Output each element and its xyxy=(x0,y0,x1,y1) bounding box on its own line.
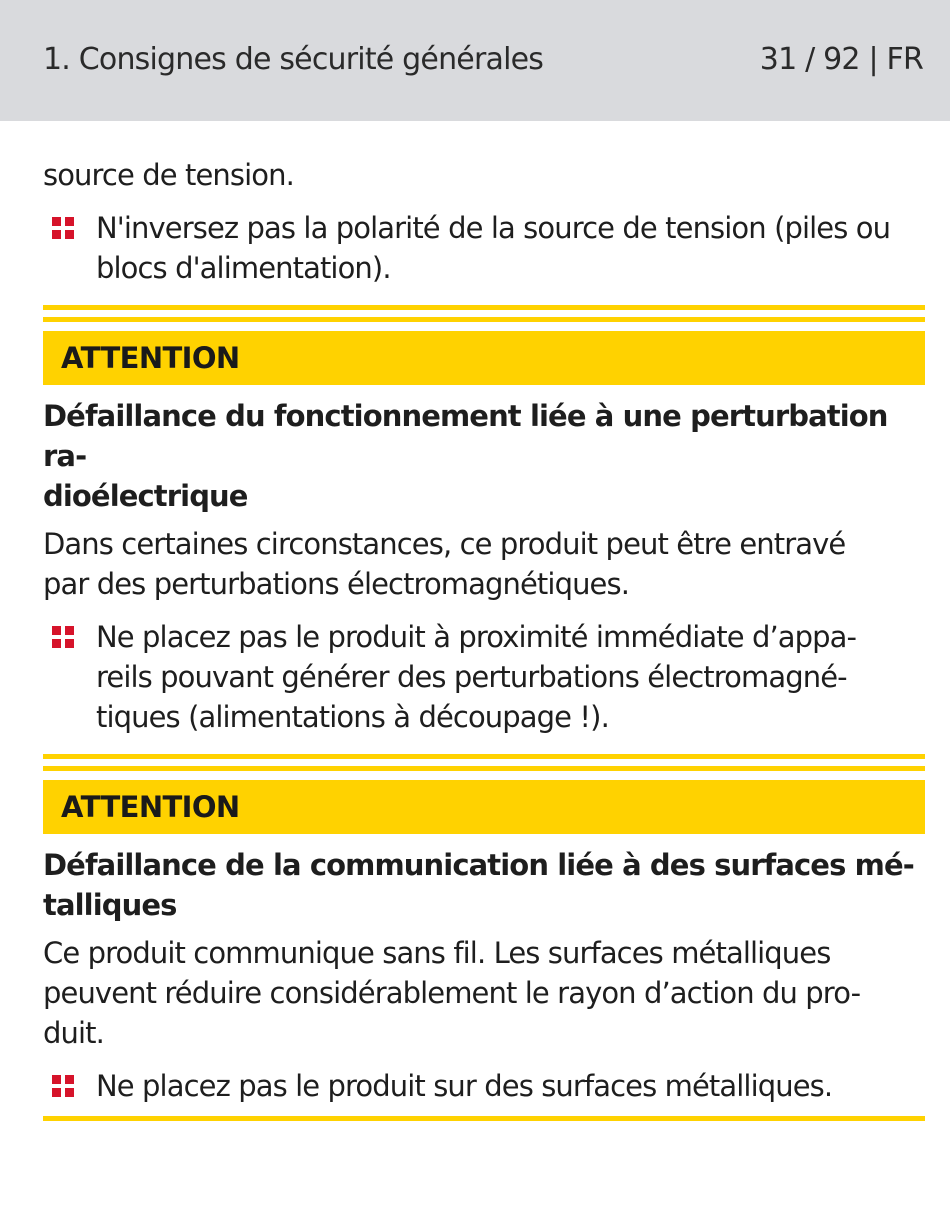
page-number: 31 / 92 | FR xyxy=(759,42,923,77)
notice-heading xyxy=(43,845,925,925)
list-item-line: tiques (alimentations à découpage !). xyxy=(96,700,609,734)
page-content xyxy=(43,155,925,1121)
bullet-icon xyxy=(52,217,74,239)
list-item xyxy=(43,208,925,288)
page-header xyxy=(0,0,950,121)
list-item-text: Ne placez pas le produit sur des surfaces métalliques. xyxy=(96,1069,833,1103)
text-line: Dans certaines circonstances, ce produit peut être entravé xyxy=(43,527,846,561)
continuation-text: source de tension. xyxy=(43,158,294,192)
list-item-text: N'inversez pas la polarité de la source de tension (piles ou blocs d'alimentation). xyxy=(96,211,891,285)
bullet-icon xyxy=(52,1075,74,1097)
list-item xyxy=(43,617,925,737)
section-end-rule xyxy=(43,1116,925,1121)
attention-banner xyxy=(43,780,925,834)
list-item xyxy=(43,1066,925,1106)
notice-text xyxy=(43,933,925,1053)
attention-banner xyxy=(43,331,925,385)
heading-line: talliques xyxy=(43,888,177,922)
text-line: par des perturbations électromagnétiques. xyxy=(43,567,630,601)
section-divider xyxy=(43,305,925,322)
bullet-icon xyxy=(52,626,74,648)
list-item-line: reils pouvant générer des perturbations électromagné- xyxy=(96,660,847,694)
section-title: 1. Consignes de sécurité générales xyxy=(43,42,544,77)
heading-line: Défaillance du fonctionnement liée à une perturbation ra- xyxy=(43,399,888,473)
text-line: peuvent réduire considérablement le rayon d’action du pro- xyxy=(43,976,861,1010)
text-line: Ce produit communique sans fil. Les surfaces métalliques xyxy=(43,936,831,970)
notice-text xyxy=(43,524,925,604)
list-item-line: Ne placez pas le produit à proximité immédiate d’appa- xyxy=(96,620,857,654)
heading-line: dioélectrique xyxy=(43,479,248,513)
attention-label: ATTENTION xyxy=(61,790,240,824)
section-divider xyxy=(43,754,925,771)
notice-heading xyxy=(43,396,925,516)
attention-label: ATTENTION xyxy=(61,341,240,375)
text-line: duit. xyxy=(43,1016,104,1050)
heading-line: Défaillance de la communication liée à des surfaces mé- xyxy=(43,848,914,882)
